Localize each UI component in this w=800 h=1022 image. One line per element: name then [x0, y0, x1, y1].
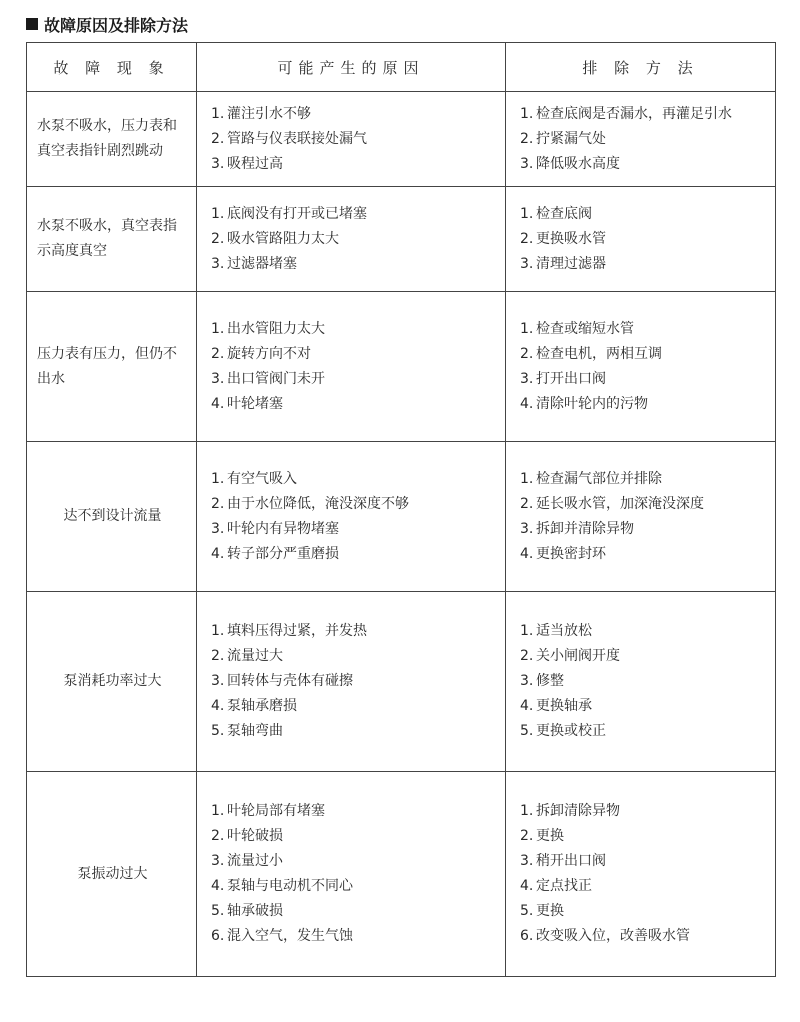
- list-item: [211, 367, 505, 392]
- table-row: [27, 592, 776, 772]
- list-item: [520, 694, 775, 719]
- item-text: 转子部分严重磨损: [227, 545, 339, 562]
- causes-cell: [197, 187, 506, 292]
- list-item: [211, 924, 505, 949]
- item-number: 3.: [520, 853, 534, 869]
- item-text: 改变吸入位，改善吸水管: [536, 928, 690, 944]
- item-text: 更换: [536, 828, 564, 844]
- phenomenon-cell: 泵振动过大: [27, 772, 197, 977]
- item-text: 出水管阻力太大: [227, 320, 325, 337]
- list-item: [211, 694, 505, 719]
- list-item: [520, 152, 775, 177]
- item-number: 6.: [211, 928, 225, 944]
- item-number: 1.: [520, 320, 534, 337]
- item-number: 2.: [211, 828, 225, 844]
- phenomenon-cell: 水泵不吸水，真空表指示高度真空: [27, 187, 197, 292]
- causes-list: [211, 799, 505, 949]
- item-number: 2.: [520, 648, 534, 664]
- item-text: 更换吸水管: [536, 230, 606, 247]
- list-item: [520, 542, 775, 567]
- causes-cell: [197, 772, 506, 977]
- item-number: 1.: [211, 803, 225, 819]
- item-number: 4.: [211, 545, 225, 562]
- item-number: 5.: [211, 903, 225, 919]
- item-text: 流量过大: [227, 648, 283, 664]
- phenomenon-cell: 水泵不吸水，压力表和真空表指针剧烈跳动: [27, 92, 197, 187]
- list-item: [211, 127, 505, 152]
- item-number: 1.: [211, 105, 225, 122]
- list-item: [211, 899, 505, 924]
- item-text: 关小闸阀开度: [536, 648, 620, 664]
- list-item: [211, 849, 505, 874]
- item-text: 填料压得过紧，并发热: [227, 623, 367, 639]
- table-body: [27, 92, 776, 977]
- item-text: 回转体与壳体有碰擦: [227, 673, 353, 689]
- methods-cell: [506, 292, 776, 442]
- header-phenomenon: 故 障 现 象: [27, 43, 197, 92]
- item-text: 检查漏气部位并排除: [536, 470, 662, 487]
- list-item: [211, 619, 505, 644]
- item-text: 检查或缩短水管: [536, 320, 634, 337]
- phenomenon-cell: 达不到设计流量: [27, 442, 197, 592]
- section-title-text: 故障原因及排除方法: [44, 15, 189, 35]
- item-number: 4.: [211, 878, 225, 894]
- item-text: 降低吸水高度: [536, 155, 620, 172]
- list-item: [211, 799, 505, 824]
- methods-cell: [506, 92, 776, 187]
- methods-list: [520, 619, 775, 744]
- item-text: 更换轴承: [536, 698, 592, 714]
- item-number: 4.: [520, 395, 534, 412]
- item-number: 4.: [520, 878, 534, 894]
- list-item: [520, 874, 775, 899]
- item-number: 3.: [520, 673, 534, 689]
- item-number: 5.: [520, 723, 534, 739]
- item-text: 清除叶轮内的污物: [536, 395, 648, 412]
- item-text: 更换: [536, 903, 564, 919]
- item-number: 1.: [211, 470, 225, 487]
- item-number: 3.: [520, 520, 534, 537]
- item-text: 延长吸水管，加深淹没深度: [536, 495, 704, 512]
- causes-list: [211, 202, 505, 277]
- methods-list: [520, 799, 775, 949]
- item-number: 2.: [520, 345, 534, 362]
- list-item: [520, 227, 775, 252]
- causes-cell: [197, 592, 506, 772]
- table-row: [27, 92, 776, 187]
- methods-list: [520, 102, 775, 177]
- item-number: 1.: [211, 623, 225, 639]
- list-item: [211, 644, 505, 669]
- methods-list: [520, 317, 775, 417]
- list-item: [211, 719, 505, 744]
- item-number: 1.: [520, 470, 534, 487]
- item-text: 修整: [536, 673, 564, 689]
- item-text: 流量过小: [227, 853, 283, 869]
- methods-cell: [506, 187, 776, 292]
- list-item: [211, 517, 505, 542]
- item-text: 叶轮破损: [227, 828, 283, 844]
- item-text: 检查电机，两相互调: [536, 345, 662, 362]
- item-text: 拧紧漏气处: [536, 130, 606, 147]
- list-item: [211, 102, 505, 127]
- item-number: 1.: [520, 205, 534, 222]
- item-number: 1.: [520, 105, 534, 122]
- phenomenon-cell: 压力表有压力，但仍不出水: [27, 292, 197, 442]
- item-number: 3.: [211, 673, 225, 689]
- list-item: [520, 899, 775, 924]
- list-item: [520, 492, 775, 517]
- item-text: 稍开出口阀: [536, 853, 606, 869]
- item-text: 更换或校正: [536, 723, 606, 739]
- item-text: 泵轴与电动机不同心: [227, 878, 353, 894]
- section-title: [26, 12, 188, 36]
- item-text: 底阀没有打开或已堵塞: [227, 205, 367, 222]
- list-item: [520, 719, 775, 744]
- list-item: [520, 342, 775, 367]
- item-number: 3.: [520, 370, 534, 387]
- list-item: [520, 392, 775, 417]
- list-item: [520, 669, 775, 694]
- list-item: [211, 467, 505, 492]
- item-text: 出口管阀门未开: [227, 370, 325, 387]
- table-header-row: [27, 43, 776, 92]
- item-text: 有空气吸入: [227, 470, 297, 487]
- item-number: 1.: [520, 803, 534, 819]
- causes-cell: [197, 92, 506, 187]
- item-text: 打开出口阀: [536, 370, 606, 387]
- list-item: [520, 619, 775, 644]
- item-text: 灌注引水不够: [227, 105, 311, 122]
- item-text: 更换密封环: [536, 545, 606, 562]
- table-row: [27, 292, 776, 442]
- list-item: [520, 849, 775, 874]
- methods-cell: [506, 592, 776, 772]
- item-number: 3.: [211, 370, 225, 387]
- list-item: [520, 799, 775, 824]
- causes-cell: [197, 442, 506, 592]
- item-text: 旋转方向不对: [227, 345, 311, 362]
- item-text: 叶轮内有异物堵塞: [227, 520, 339, 537]
- methods-list: [520, 202, 775, 277]
- item-text: 拆卸并清除异物: [536, 520, 634, 537]
- list-item: [211, 252, 505, 277]
- list-item: [211, 342, 505, 367]
- item-number: 4.: [211, 395, 225, 412]
- item-number: 2.: [211, 130, 225, 147]
- item-number: 3.: [520, 155, 534, 172]
- item-text: 定点找正: [536, 878, 592, 894]
- list-item: [520, 517, 775, 542]
- causes-cell: [197, 292, 506, 442]
- item-number: 3.: [211, 155, 225, 172]
- item-text: 混入空气，发生气蚀: [227, 928, 353, 944]
- item-number: 2.: [520, 828, 534, 844]
- item-text: 过滤器堵塞: [227, 255, 297, 272]
- item-text: 泵轴承磨损: [227, 698, 297, 714]
- list-item: [520, 127, 775, 152]
- list-item: [211, 317, 505, 342]
- list-item: [211, 227, 505, 252]
- header-methods: 排 除 方 法: [506, 43, 776, 92]
- item-number: 1.: [211, 205, 225, 222]
- item-number: 2.: [211, 345, 225, 362]
- item-number: 4.: [520, 698, 534, 714]
- item-number: 4.: [211, 698, 225, 714]
- item-number: 2.: [211, 230, 225, 247]
- header-causes: 可能产生的原因: [197, 43, 506, 92]
- item-text: 叶轮局部有堵塞: [227, 803, 325, 819]
- list-item: [520, 202, 775, 227]
- causes-list: [211, 317, 505, 417]
- item-number: 3.: [520, 255, 534, 272]
- item-text: 叶轮堵塞: [227, 395, 283, 412]
- list-item: [520, 824, 775, 849]
- table-row: [27, 772, 776, 977]
- item-number: 3.: [211, 520, 225, 537]
- phenomenon-cell: 泵消耗功率过大: [27, 592, 197, 772]
- item-number: 1.: [211, 320, 225, 337]
- causes-list: [211, 467, 505, 567]
- list-item: [520, 252, 775, 277]
- item-text: 检查底阀是否漏水，再灌足引水: [536, 105, 732, 122]
- list-item: [520, 367, 775, 392]
- methods-cell: [506, 772, 776, 977]
- item-text: 拆卸清除异物: [536, 803, 620, 819]
- item-number: 5.: [520, 903, 534, 919]
- troubleshooting-table: [26, 42, 776, 977]
- methods-list: [520, 467, 775, 567]
- item-number: 4.: [520, 545, 534, 562]
- list-item: [520, 102, 775, 127]
- list-item: [520, 467, 775, 492]
- item-text: 由于水位降低，淹没深度不够: [227, 495, 409, 512]
- item-text: 适当放松: [536, 623, 592, 639]
- list-item: [520, 644, 775, 669]
- list-item: [211, 542, 505, 567]
- item-number: 2.: [520, 230, 534, 247]
- table-row: [27, 442, 776, 592]
- item-text: 泵轴弯曲: [227, 723, 283, 739]
- list-item: [520, 924, 775, 949]
- item-text: 吸水管路阻力太大: [227, 230, 339, 247]
- causes-list: [211, 102, 505, 177]
- item-number: 2.: [211, 495, 225, 512]
- item-text: 管路与仪表联接处漏气: [227, 130, 367, 147]
- item-number: 1.: [520, 623, 534, 639]
- item-text: 吸程过高: [227, 155, 283, 172]
- item-number: 3.: [211, 853, 225, 869]
- item-number: 2.: [211, 648, 225, 664]
- item-text: 检查底阀: [536, 205, 592, 222]
- list-item: [211, 492, 505, 517]
- item-number: 6.: [520, 928, 534, 944]
- list-item: [211, 202, 505, 227]
- item-text: 清理过滤器: [536, 255, 606, 272]
- list-item: [211, 152, 505, 177]
- list-item: [520, 317, 775, 342]
- methods-cell: [506, 442, 776, 592]
- item-number: 5.: [211, 723, 225, 739]
- list-item: [211, 874, 505, 899]
- list-item: [211, 392, 505, 417]
- square-bullet-icon: [26, 18, 38, 30]
- list-item: [211, 824, 505, 849]
- item-text: 轴承破损: [227, 903, 283, 919]
- item-number: 2.: [520, 130, 534, 147]
- item-number: 2.: [520, 495, 534, 512]
- item-number: 3.: [211, 255, 225, 272]
- causes-list: [211, 619, 505, 744]
- list-item: [211, 669, 505, 694]
- table-row: [27, 187, 776, 292]
